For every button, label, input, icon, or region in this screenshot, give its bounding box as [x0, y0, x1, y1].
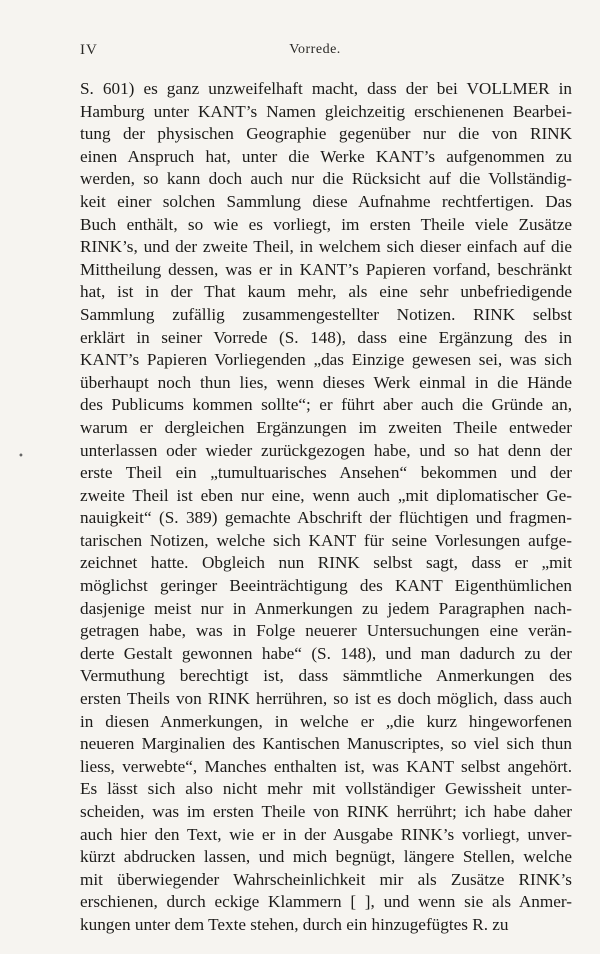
text-line: überhaupt noch thun lies, wenn dieses Werk einmal in die Hände: [80, 372, 572, 392]
text-line: Buch enthält, so wie es vorliegt, im ersten Theile viele Zusätze: [80, 214, 572, 234]
text-line: ersten Theils von RINK herrühren, so ist es doch möglich, dass auch: [80, 689, 572, 709]
text-line: Es lässt sich also nicht mehr mit vollständiger Gewissheit unter-: [80, 779, 572, 799]
text-line: Mittheilung dessen, was er in KANT’s Papieren vorfand, beschränkt: [80, 259, 572, 279]
text-line: kungen unter dem Texte stehen, durch ein hinzugefügtes R. zu: [80, 914, 509, 934]
text-line: erste Theil ein „tumultuarisches Ansehen“ bekommen und der: [80, 463, 572, 483]
text-line: werden, so kann doch auch nur die Rücksicht auf die Vollständig-: [80, 169, 572, 189]
text-line: des Publicums kommen sollte“; er führt aber auch die Gründe an,: [80, 395, 572, 415]
text-line: zeichnet hatte. Obgleich nun RINK selbst sagt, dass er „mit: [80, 553, 572, 573]
margin-dot-icon: •: [18, 451, 24, 462]
text-line: nauigkeit“ (S. 389) gemachte Abschrift der flüchtigen und fragmen-: [80, 508, 572, 528]
text-line: in diesen Anmerkungen, in welche er „die kurz hingeworfenen: [80, 711, 572, 731]
text-line: getragen habe, was in Folge neuerer Untersuchungen eine verän-: [80, 621, 572, 641]
text-line: erschienen, durch eckige Klammern [ ], und wenn sie als Anmer-: [80, 892, 572, 912]
text-line: derte Gestalt gewonnen habe“ (S. 148), und man dadurch zu der: [80, 643, 572, 663]
text-line: zweite Theil ist eben nur eine, wenn auch „mit diplomatischer Ge-: [80, 485, 572, 505]
body-text: [80, 78, 572, 937]
running-head: [80, 42, 550, 64]
text-line: Sammlung zufällig zusammengestellter Notizen. RINK selbst: [80, 304, 572, 324]
text-line: möglichst geringer Beeinträchtigung des KANT Eigenthümlichen: [80, 576, 572, 596]
text-line: mit überwiegender Wahrscheinlichkeit mir als Zusätze RINK’s: [80, 869, 572, 889]
text-line: KANT’s Papieren Vorliegenden „das Einzige gewesen sei, was sich: [80, 350, 572, 370]
text-line: RINK’s, und der zweite Theil, in welchem sich dieser einfach auf die: [80, 237, 572, 257]
text-line: neueren Marginalien des Kantischen Manuscriptes, so viel sich thun: [80, 734, 572, 754]
text-line: scheiden, was im ersten Theile von RINK herrührt; ich habe daher: [80, 802, 572, 821]
text-line: erklärt in seiner Vorrede (S. 148), dass eine Ergänzung des in: [80, 327, 572, 347]
text-line: warum er dergleichen Ergänzungen im zweiten Theile entweder: [80, 417, 572, 437]
running-title: Vorrede.: [289, 42, 341, 57]
text-line: Vermuthung berechtigt ist, dass sämmtliche Anmerkungen des: [80, 666, 572, 686]
text-line: kürzt abdrucken lassen, und mich begnügt, längere Stellen, welche: [80, 847, 572, 867]
text-line: dasjenige meist nur in Anmerkungen zu jedem Paragraphen nach-: [80, 598, 572, 618]
text-line: einen Anspruch hat, unter die Werke KANT’s aufgenommen zu: [80, 146, 572, 166]
text-line: Hamburg unter KANT’s Namen gleichzeitig erschienenen Bearbei-: [80, 101, 572, 121]
text-line: keit einer solchen Sammlung diese Aufnahme rechtfertigen. Das: [80, 191, 572, 211]
text-line: auch hier den Text, wie er in der Ausgabe RINK’s vorliegt, unver-: [80, 824, 572, 844]
text-line: liess, verwebte“, Manches enthalten ist, was KANT selbst angehört.: [80, 756, 572, 776]
text-line: tarischen Notizen, welche sich KANT für seine Vorlesungen aufge-: [80, 530, 572, 550]
text-line: hat, ist in der That kaum mehr, als eine sehr unbefriedigende: [80, 282, 572, 302]
text-line: S. 601) es ganz unzweifelhaft macht, dass der bei VOLLMER in: [80, 79, 572, 98]
page-number: IV: [80, 42, 98, 58]
text-line: tung der physischen Geographie gegenüber nur die von RINK: [80, 124, 572, 144]
text-line: unterlassen oder wieder zurückgezogen habe, und so hat denn der: [80, 440, 572, 460]
